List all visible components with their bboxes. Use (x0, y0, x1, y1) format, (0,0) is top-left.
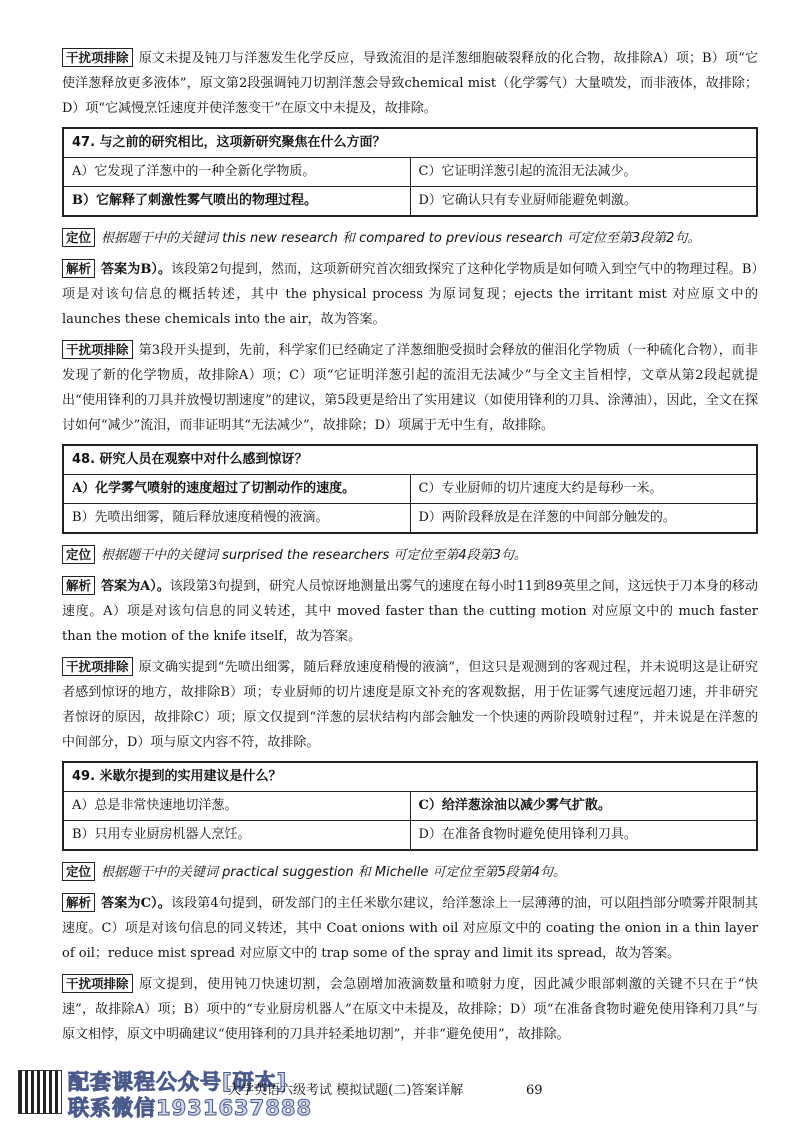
distractor-tag: 干扰项排除 (62, 974, 133, 993)
analysis-tag: 解析 (62, 576, 95, 595)
locate-tag: 定位 (62, 228, 95, 247)
intro-text: 原文未提及钝刀与洋葱发生化学反应，导致流泪的是洋葱细胞破裂释放的化合物，故排除A）项；B）项“它使洋葱释放更多液体”，原文第2段强调钝刀切割洋葱会导致chemical mist（化学雾气）大量喷发，而非液体，故排除；D）项“它减慢烹饪速度并使洋葱变干”在原文中未提及，故排除。 (62, 51, 758, 116)
watermark-line-2: 联系微信1931637888 (68, 1096, 313, 1120)
q49-table (62, 761, 758, 851)
analysis-tag: 解析 (62, 259, 95, 278)
q48-option-b: B）先喷出细雾，随后释放速度稍慢的液滴。 (63, 504, 410, 534)
distractor-tag: 干扰项排除 (62, 340, 133, 359)
q47-locate-text: 根据题干中的关键词 this new research 和 compared to previous research 可定位至第3段第2句。 (101, 231, 701, 246)
q47-option-a: A）它发现了洋葱中的一种全新化学物质。 (63, 158, 410, 187)
q49-locate (62, 860, 758, 885)
q47-question: 47. 与之前的研究相比，这项新研究聚焦在什么方面？ (63, 128, 757, 158)
q48-table (62, 444, 758, 534)
intro-distractor-paragraph (62, 46, 758, 121)
q47-option-b: B）它解释了刺激性雾气喷出的物理过程。 (63, 187, 410, 217)
q47-analysis (62, 257, 758, 332)
q47-answer: 答案为B）。 (101, 262, 172, 277)
q49-analysis-text: 该段第4句提到，研发部门的主任米歇尔建议，给洋葱涂上一层薄薄的油，可以阻挡部分喷雾并限制其速度。C）项是对该句信息的同义转述，其中 Coat onions with oil 对应原文中的 coating the onion in a thin layer of oil；reduce mist spread 对应原文中的 trap some of the spray and limit its spread，故为答案。 (62, 896, 758, 961)
page-number: 69 (526, 1083, 543, 1098)
q48-distractor (62, 655, 758, 755)
distractor-tag: 干扰项排除 (62, 657, 133, 676)
locate-tag: 定位 (62, 862, 95, 881)
q49-option-c: C）给洋葱涂油以减少雾气扩散。 (410, 792, 757, 821)
q48-analysis-text: 该段第3句提到，研究人员惊讶地测量出雾气的速度在每小时11到89英里之间，这远快于刀本身的移动速度。A）项是对该句信息的同义转述，其中 moved faster than the cutting motion 对应原文中的 much faster than the motion of the knife itself，故为答案。 (62, 579, 758, 644)
qr-code-icon (18, 1070, 62, 1114)
q49-analysis (62, 891, 758, 966)
q48-option-c: C）专业厨师的切片速度大约是每秒一米。 (410, 475, 757, 504)
q48-answer: 答案为A）。 (101, 579, 170, 594)
distractor-tag: 干扰项排除 (62, 48, 133, 67)
q48-option-d: D）两阶段释放是在洋葱的中间部分触发的。 (410, 504, 757, 534)
q49-question: 49. 米歇尔提到的实用建议是什么？ (63, 762, 757, 792)
q49-answer: 答案为C）。 (101, 896, 171, 911)
q47-distractor (62, 338, 758, 438)
footer-title: 大学英语六级考试 模拟试题(二)答案详解 (228, 1083, 464, 1098)
q47-locate (62, 226, 758, 251)
q47-table (62, 127, 758, 217)
q48-locate (62, 543, 758, 568)
q49-option-b: B）只用专业厨房机器人烹饪。 (63, 821, 410, 851)
q47-option-c: C）它证明洋葱引起的流泪无法减少。 (410, 158, 757, 187)
q49-locate-text: 根据题干中的关键词 practical suggestion 和 Michelle 可定位至第5段第4句。 (101, 865, 566, 880)
q47-analysis-text: 该段第2句提到，然而，这项新研究首次细致探究了这种化学物质是如何喷入到空气中的物理过程。B）项是对该句信息的概括转述，其中 the physical process 为原词复现；ejects the irritant mist 对应原文中的 launches these chemicals into the air，故为答案。 (62, 262, 758, 327)
q48-analysis (62, 574, 758, 649)
q49-distractor-text: 原文提到，使用钝刀快速切割，会急剧增加液滴数量和喷射力度，因此减少眼部刺激的关键不只在于“快速”，故排除A）项；B）项中的“专业厨房机器人”在原文中未提及，故排除；D）项“在准备食物时避免使用锋利刀具”与原文相悖，原文中明确建议“使用锋利的刀具并轻柔地切割”，并非“避免使用”，故排除。 (62, 977, 758, 1042)
q48-distractor-text: 原文确实提到“先喷出细雾，随后释放速度稍慢的液滴”，但这只是观测到的客观过程，并未说明这是让研究者感到惊讶的地方，故排除B）项；专业厨师的切片速度是原文补充的客观数据，用于佐证雾气速度远超刀速，并非研究者惊讶的原因，故排除C）项；原文仅提到“洋葱的层状结构内部会触发一个快速的两阶段喷射过程”，并未说是在洋葱的中间部分，D）项与原文内容不符，故排除。 (62, 660, 758, 750)
q49-option-d: D）在准备食物时避免使用锋利刀具。 (410, 821, 757, 851)
locate-tag: 定位 (62, 545, 95, 564)
q47-option-d: D）它确认只有专业厨师能避免刺激。 (410, 187, 757, 217)
q48-option-a: A）化学雾气喷射的速度超过了切割动作的速度。 (63, 475, 410, 504)
watermark-line-1: 配套课程公众号[研本] (68, 1070, 288, 1094)
q47-distractor-text: 第3段开头提到，先前，科学家们已经确定了洋葱细胞受损时会释放的催泪化学物质（一种硫化合物），而非发现了新的化学物质，故排除A）项；C）项“它证明洋葱引起的流泪无法减少”与全文主旨相悖，文章从第2段起就提出“使用锋利的刀具并放慢切割速度”的建议，第5段更是给出了实用建议（如使用锋利的刀具、涂薄油），因此，全文在探讨如何“减少”流泪，而非证明其“无法减少”，故排除；D）项属于无中生有，故排除。 (62, 343, 758, 433)
page-footer (0, 1070, 800, 1126)
q49-option-a: A）总是非常快速地切洋葱。 (63, 792, 410, 821)
q49-distractor (62, 972, 758, 1047)
q48-locate-text: 根据题干中的关键词 surprised the researchers 可定位至第4段第3句。 (101, 548, 527, 563)
analysis-tag: 解析 (62, 893, 95, 912)
q48-question: 48. 研究人员在观察中对什么感到惊讶？ (63, 445, 757, 475)
